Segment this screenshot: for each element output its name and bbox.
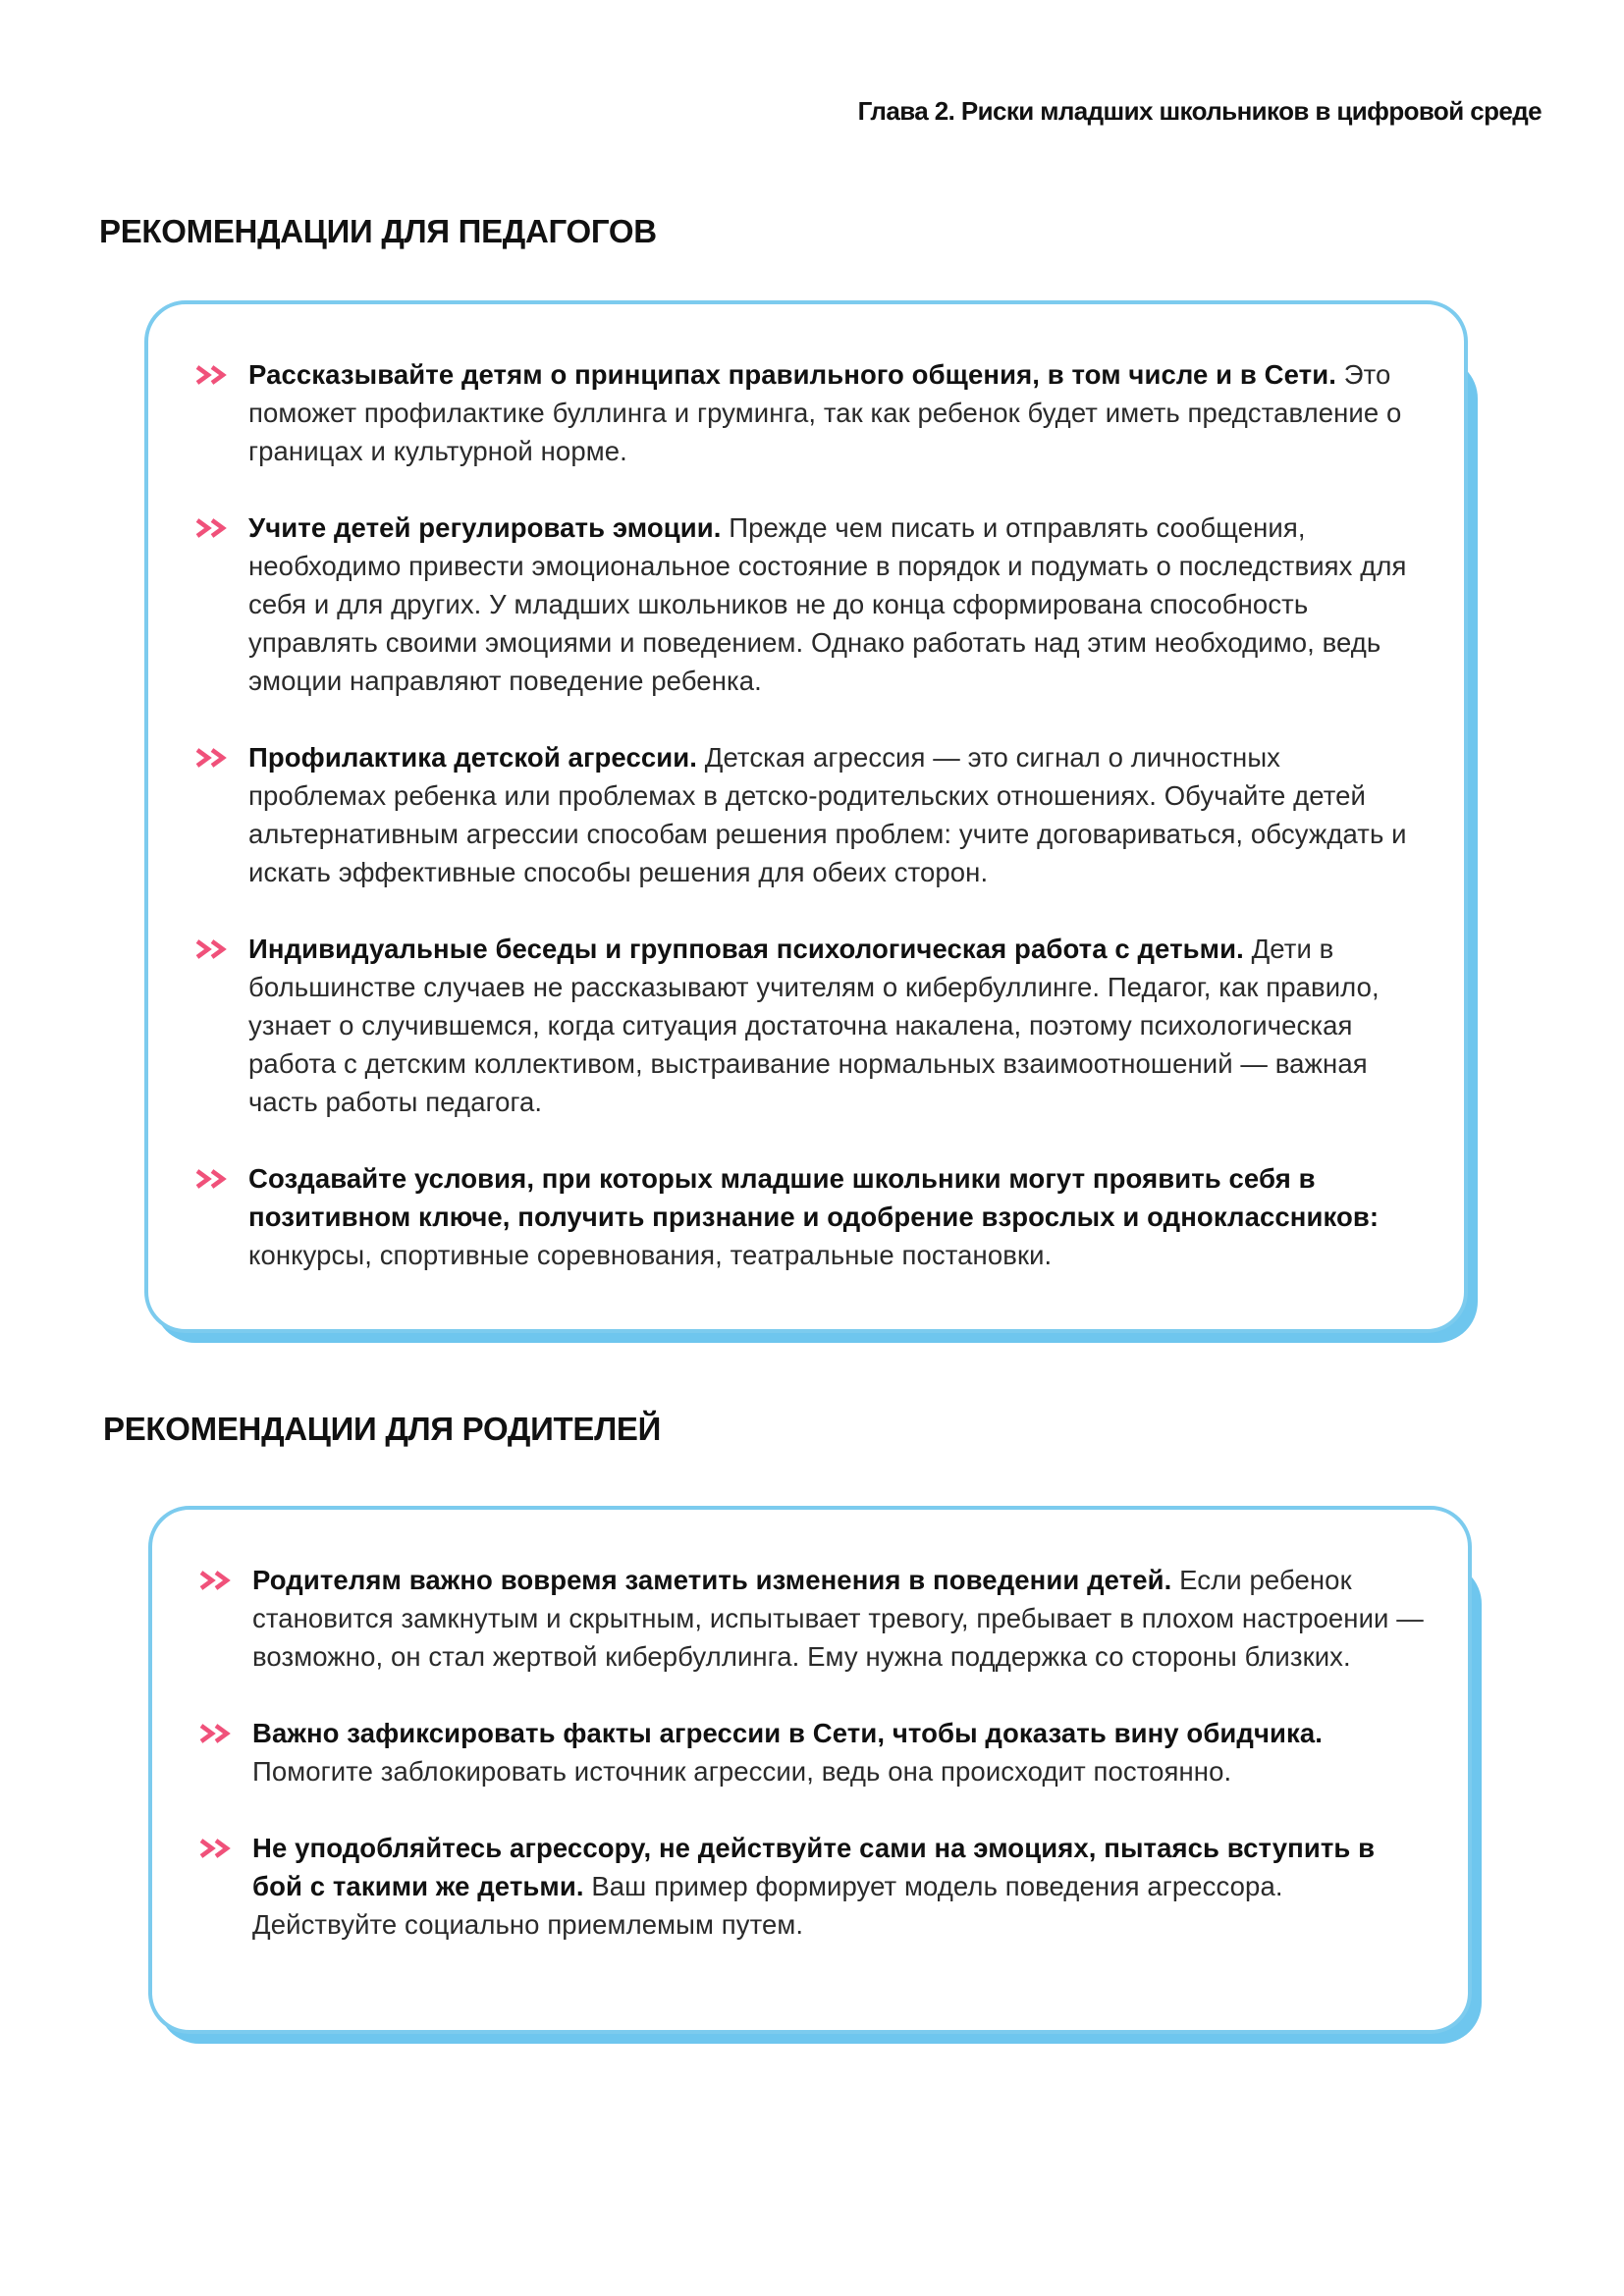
section-title-parents: РЕКОМЕНДАЦИИ ДЛЯ РОДИТЕЛЕЙ (103, 1411, 662, 1447)
recommendation-lead: Важно зафиксировать факты агрессии в Сети, чтобы доказать вину обидчика. (252, 1718, 1324, 1748)
recommendation-item (199, 1714, 1429, 1790)
recommendation-lead: Создавайте условия, при которых младшие школьники могут проявить себя в позитивном ключе, получить признание и одобрение взрослых и одноклассников: (248, 1163, 1380, 1232)
recommendation-list-parents (152, 1510, 1468, 1982)
running-header: Глава 2. Риски младших школьников в цифровой среде (857, 96, 1542, 126)
recommendation-item (195, 1159, 1413, 1274)
double-chevron-right-icon (195, 738, 235, 776)
recommendation-item (199, 1829, 1429, 1944)
recommendation-item (195, 508, 1413, 700)
recommendation-lead: Родителям важно вовремя заметить изменения в поведении детей. (252, 1565, 1172, 1595)
recommendation-text: Это поможет профилактике буллинга и груминга, так как ребенок будет иметь представление о границах и культурной норме. (248, 359, 1402, 466)
recommendation-item (199, 1561, 1429, 1676)
section-title-teachers: РЕКОМЕНДАЦИИ ДЛЯ ПЕДАГОГОВ (99, 213, 657, 249)
recommendation-text: конкурсы, спортивные соревнования, театральные постановки. (248, 1240, 1053, 1270)
recommendation-text: Дети в большинстве случаев не рассказывают учителям о кибербуллинге. Педагог, как правило, узнает о случившемся, когда ситуация достаточна накалена, поэтому психологическая работа с детским коллективом, выстраивание нормальных взаимоотношений — важная часть работы педагога. (248, 934, 1380, 1117)
recommendation-text: Помогите заблокировать источник агрессии, ведь она происходит постоянно. (252, 1756, 1232, 1787)
card-body (148, 1506, 1472, 2034)
double-chevron-right-icon (199, 1561, 239, 1599)
double-chevron-right-icon (195, 508, 235, 547)
recommendation-item (195, 738, 1413, 891)
recommendation-list-teachers (148, 304, 1464, 1312)
double-chevron-right-icon (195, 1159, 235, 1198)
recommendation-lead: Индивидуальные беседы и групповая психологическая работа с детьми. (248, 934, 1244, 964)
recommendation-item (195, 355, 1413, 470)
recommendation-lead: Профилактика детской агрессии. (248, 742, 697, 773)
recommendation-lead: Не уподобляйтесь агрессору, не действуйте сами на эмоциях, пытаясь вступить в бой с такими же детьми. (252, 1833, 1376, 1901)
card-body (144, 300, 1468, 1333)
recommendations-card-teachers (144, 300, 1468, 1333)
recommendation-lead: Рассказывайте детям о принципах правильного общения, в том числе и в Сети. (248, 359, 1336, 390)
double-chevron-right-icon (199, 1829, 239, 1867)
recommendation-item (195, 930, 1413, 1121)
double-chevron-right-icon (195, 355, 235, 394)
recommendation-text: Если ребенок становится замкнутым и скрытным, испытывает тревогу, пребывает в плохом настроении — возможно, он стал жертвой кибербуллинга. Ему нужна поддержка со стороны близких. (252, 1565, 1424, 1672)
recommendation-text: Ваш пример формирует модель поведения агрессора. Действуйте социально приемлемым путем. (252, 1871, 1283, 1940)
double-chevron-right-icon (195, 930, 235, 968)
recommendation-text: Детская агрессия — это сигнал о личностных проблемах ребенка или проблемах в детско-родительских отношениях. Обучайте детей альтернативным агрессии способам решения проблем: учите договариваться, обсуждать и искать эффективные способы решения для обеих сторон. (248, 742, 1407, 887)
double-chevron-right-icon (199, 1714, 239, 1752)
recommendations-card-parents (148, 1506, 1472, 2034)
recommendation-lead: Учите детей регулировать эмоции. (248, 512, 722, 543)
recommendation-text: Прежде чем писать и отправлять сообщения, необходимо привести эмоциональное состояние в порядок и подумать о последствиях для себя и для других. У младших школьников не до конца сформирована способность управлять своими эмоциями и поведением. Однако работать над этим необходимо, ведь эмоции направляют поведение ребенка. (248, 512, 1407, 696)
